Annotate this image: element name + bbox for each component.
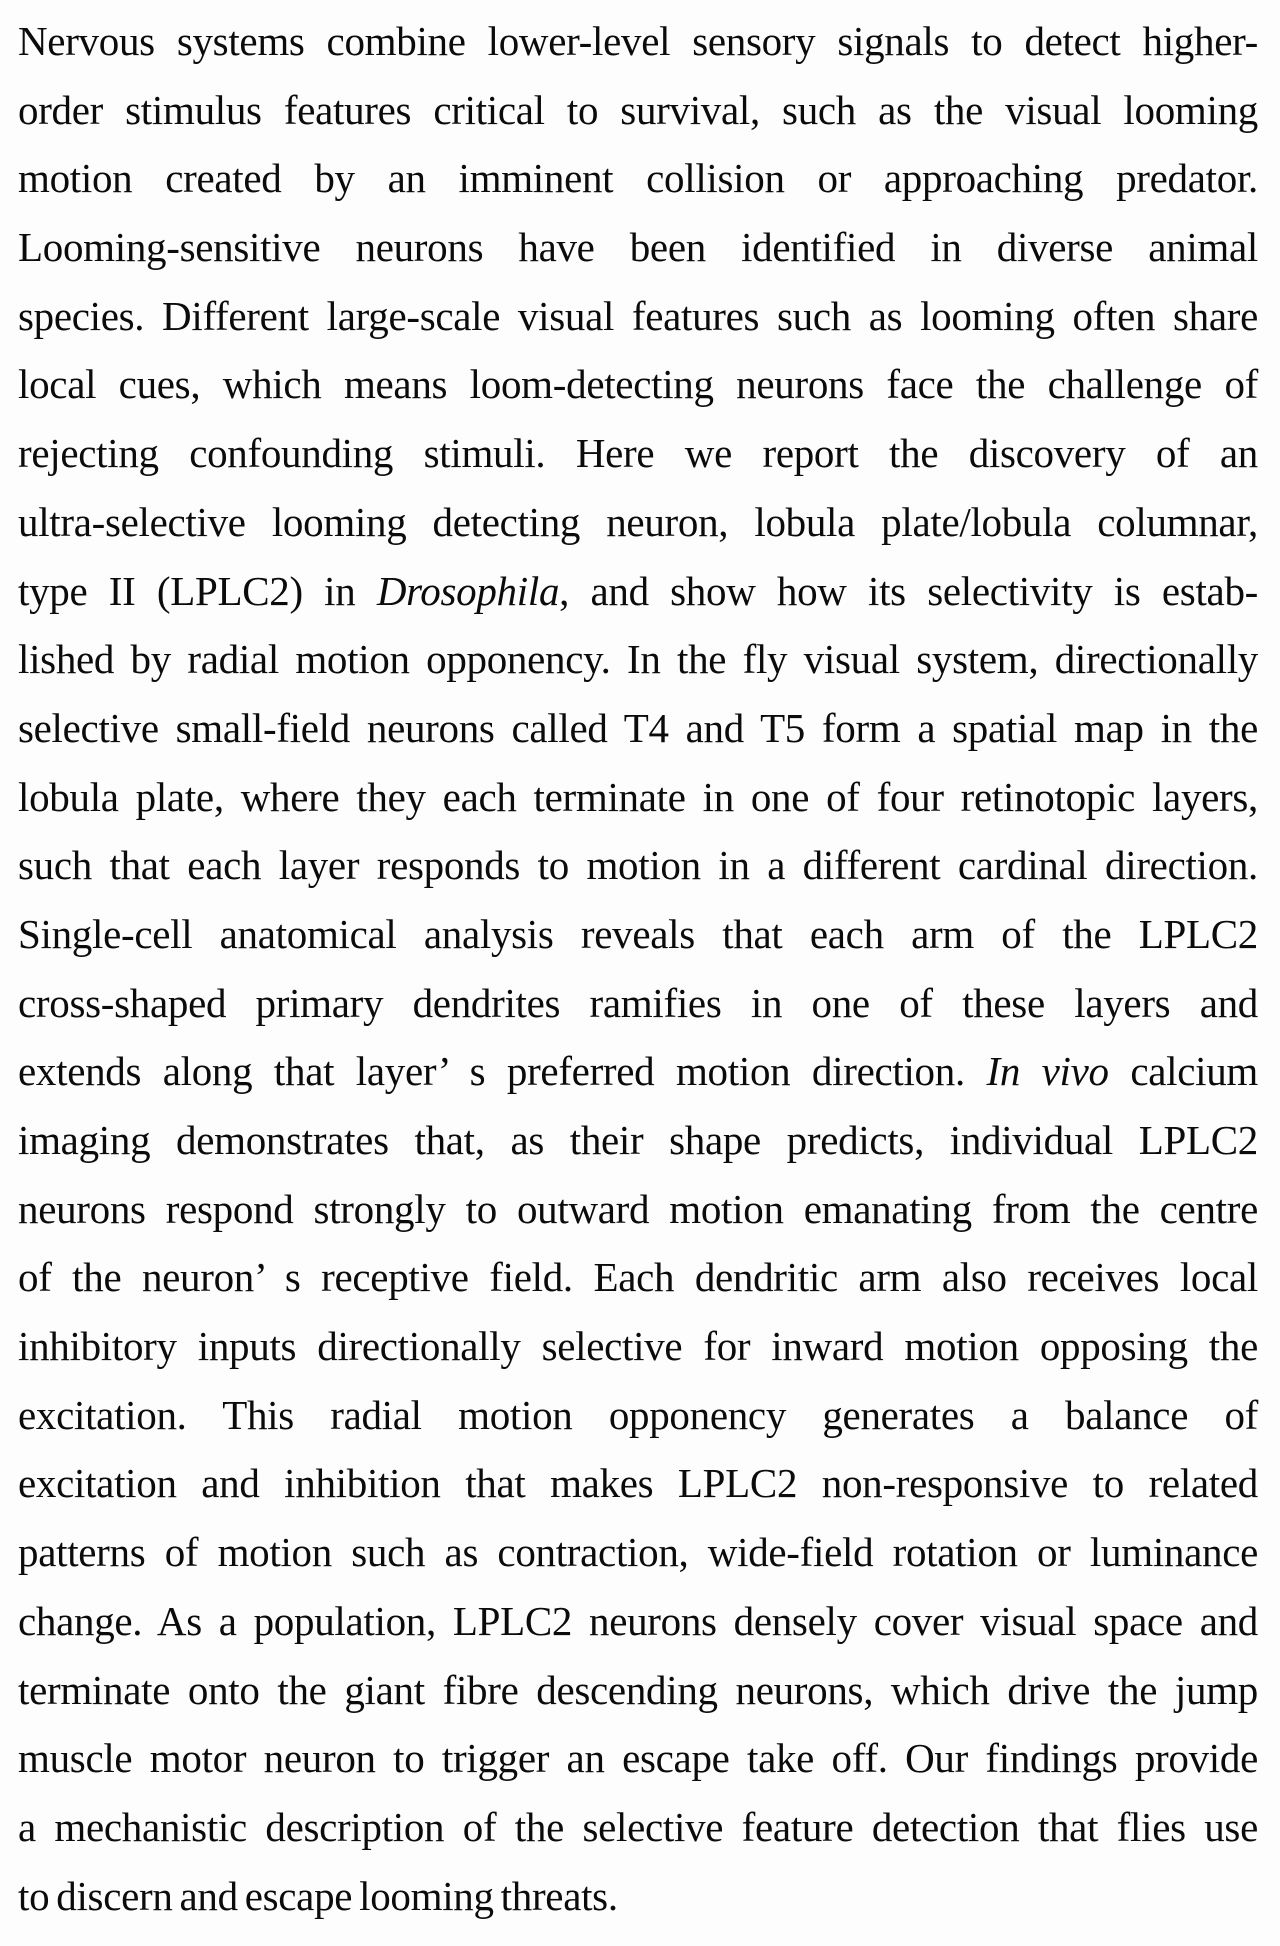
text-segment: lished by radial motion opponency. In the fly visual system, directionally — [18, 636, 1258, 683]
text-line — [18, 1793, 1258, 1862]
text-segment: selective small-field neurons called T4 and T5 form a spatial map in the — [18, 704, 1258, 751]
text-segment: neurons respond strongly to outward motion emanating from the centre — [18, 1185, 1258, 1232]
text-segment: type II (LPLC2) in — [18, 567, 377, 614]
text-line — [18, 419, 1258, 488]
text-line — [18, 213, 1258, 282]
text-segment: terminate onto the giant fibre descending neurons, which drive the jump — [18, 1666, 1258, 1713]
text-line — [18, 694, 1258, 763]
text-segment: a mechanistic description of the selective feature detection that flies use — [18, 1803, 1258, 1850]
text-line — [18, 76, 1258, 145]
text-line — [18, 1106, 1258, 1175]
text-line — [18, 1518, 1258, 1587]
text-segment: , and show how its selectivity is estab- — [559, 567, 1258, 614]
text-segment: imaging demonstrates that, as their shape predicts, individual LPLC2 — [18, 1117, 1258, 1163]
text-line — [18, 1724, 1258, 1793]
text-segment: cross-shaped primary dendrites ramifies in one of these layers and — [18, 979, 1258, 1026]
text-line — [18, 1175, 1258, 1244]
text-line — [18, 350, 1258, 419]
text-segment: calcium — [1108, 1048, 1258, 1095]
text-segment: of the neuron’ s receptive field. Each dendritic arm also receives local — [18, 1254, 1258, 1301]
text-segment: local cues, which means loom-detecting neurons face the challenge of — [18, 361, 1258, 408]
text-segment: extends along that layer’ s preferred motion direction. — [18, 1048, 987, 1095]
text-line — [18, 969, 1258, 1038]
text-line — [18, 900, 1258, 969]
text-line — [18, 625, 1258, 694]
text-line — [18, 1862, 1258, 1931]
text-segment: to discern and escape looming threats. — [18, 1872, 618, 1919]
text-segment: order stimulus features critical to survival, such as the visual looming — [18, 86, 1258, 133]
text-segment: inhibitory inputs directionally selective for inward motion opposing the — [18, 1323, 1258, 1370]
text-line — [18, 7, 1258, 76]
text-line — [18, 763, 1258, 832]
text-segment: excitation and inhibition that makes LPLC2 non-responsive to related — [18, 1460, 1258, 1507]
text-line — [18, 144, 1258, 213]
text-segment: such that each layer responds to motion in a different cardinal direction. — [18, 842, 1258, 889]
text-line — [18, 1243, 1258, 1312]
text-segment: excitation. This radial motion opponency generates a balance of — [18, 1391, 1258, 1438]
text-segment: ultra-selective looming detecting neuron, lobula plate/lobula columnar, — [18, 498, 1258, 545]
text-line — [18, 1449, 1258, 1518]
text-segment: Single-cell anatomical analysis reveals that each arm of the LPLC2 — [18, 910, 1258, 957]
text-segment: rejecting confounding stimuli. Here we report the discovery of an — [18, 430, 1258, 477]
text-line — [18, 1312, 1258, 1381]
text-line — [18, 488, 1258, 557]
text-segment: Nervous systems combine lower-level sensory signals to detect higher- — [18, 18, 1258, 64]
text-segment: lobula plate, where they each terminate in one of four retinotopic layers, — [18, 773, 1258, 820]
italic-text-segment: Drosophila — [376, 567, 560, 614]
text-segment: Looming-sensitive neurons have been identified in diverse animal — [18, 224, 1258, 271]
text-line — [18, 831, 1258, 900]
text-segment: change. As a population, LPLC2 neurons densely cover visual space and — [18, 1597, 1258, 1644]
text-segment: patterns of motion such as contraction, wide-field rotation or luminance — [18, 1529, 1258, 1576]
text-line — [18, 1037, 1258, 1106]
italic-text-segment: In vivo — [986, 1048, 1109, 1095]
text-segment: motion created by an imminent collision or approaching predator. — [18, 155, 1258, 202]
text-line — [18, 282, 1258, 351]
text-line — [18, 557, 1258, 626]
text-line — [18, 1587, 1258, 1656]
text-line — [18, 1656, 1258, 1725]
text-segment: species. Different large-scale visual features such as looming often share — [18, 292, 1258, 339]
text-line — [18, 1381, 1258, 1450]
text-segment: muscle motor neuron to trigger an escape take off. Our findings provide — [18, 1735, 1258, 1782]
